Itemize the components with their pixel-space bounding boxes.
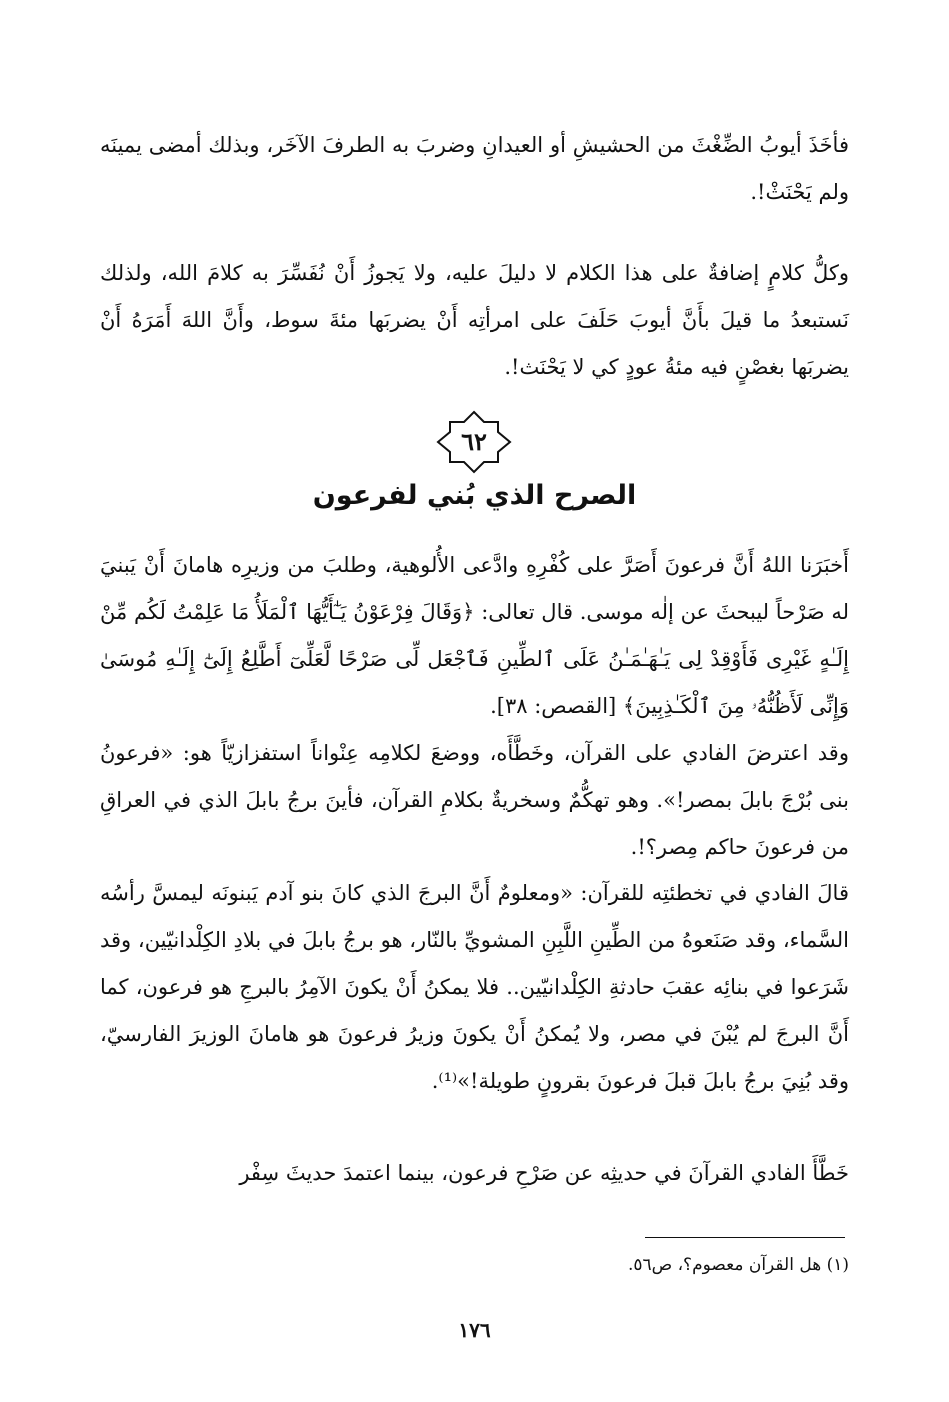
paragraph-5: قالَ الفادي في تخطئتِه للقرآن: «ومعلومٌ أَنَّ البرجَ الذي كانَ بنو آدم يَبنونَه ليمسَّ رأسُه السَّماء، وقد صَنَعوهُ من الطِّينِ اللَّبِنِ المشويِّ بالنّار، هو برجُ بابلَ في بلادِ الكِلْدانيّين، وقد شَرَعوا في بنائِه عقبَ حادثةِ الكِلْدانيّين.. فلا يمكنُ أَنْ يكونَ الآمِرُ بالبرجِ هو فرعون، كما أَنَّ البرجَ لم يُبْنَ في مصر، ولا يُمكنُ أَنْ يكونَ وزيرُ فرعونَ هو هامانَ الوزيرَ الفارسيّ، وقد بُنِيَ برجُ بابلَ قبلَ فرعونَ بقرونٍ طويلة!»⁽¹⁾. — [100, 881, 849, 1093]
section-number: ٦٢ — [461, 427, 487, 456]
section-title: الصرح الذي بُني لفرعون — [312, 480, 637, 511]
paragraph-3: أَخبَرَنا اللهُ أَنَّ فرعونَ أَصَرَّ على كُفْرِهِ وادَّعى الأُلوهية، وطلبَ من وزيرِه هامانَ أَنْ يَبنيَ له صَرْحاً ليبحثَ عن إلٰه موسى. قال تعالى: ﴿وَقَالَ فِرْعَوْنُ يَـٰٓأَيُّهَا ٱلْمَلَأُ مَا عَلِمْتُ لَكُم مِّنْ إِلَـٰهٍ غَيْرِى فَأَوْقِدْ لِى يَـٰهَـٰمَـٰنُ عَلَى ٱلطِّينِ فَٱجْعَل لِّى صَرْحًا لَّعَلِّىٓ أَطَّلِعُ إِلَىٰٓ إِلَـٰهِ مُوسَىٰ وَإِنِّى لَأَظُنُّهُۥ مِنَ ٱلْكَـٰذِبِينَ﴾ [القصص: ٣٨]. — [100, 553, 849, 718]
footnote: (١) هل القرآن معصوم؟، ص٥٦. — [627, 1255, 849, 1275]
page-number: ١٧٦ — [458, 1318, 491, 1342]
paragraph-2: وكلُّ كلامٍ إضافةٌ على هذا الكلام لا دليلَ عليه، ولا يَجوزُ أَنْ نُفَسِّرَ به كلامَ الله، ولذلك نَستبعدُ ما قيلَ بأَنَّ أيوبَ حَلَفَ على امرأتِه أَنْ يضربَها مئةَ سوط، وأَنَّ اللهَ أَمَرَهُ أَنْ يضربَها بغصْنٍ فيه مئةُ عودٍ كي لا يَحْنَث!. — [100, 261, 849, 379]
footnote-divider — [645, 1237, 845, 1238]
paragraph-6: خَطَّأَ الفادي القرآنَ في حديثِه عن صَرْحِ فرعون، بينما اعتمدَ حديثَ سِفْر — [239, 1161, 849, 1185]
section-number-badge — [434, 410, 514, 474]
paragraph-1: فأخَذَ أيوبُ الضِّغْثَ من الحشيشِ أو العيدانِ وضربَ به الطرفَ الآخَر، وبذلك أمضى يمينَه ولم يَحْنَثْ!. — [100, 133, 849, 204]
paragraph-4: وقد اعترضَ الفادي على القرآن، وخَطَّأَه، ووضعَ لكلامِه عِنْواناً استفزازيّاً هو: «فرعونُ بنى بُرْجَ بابلَ بمصر!». وهو تهكُّمٌ وسخريةٌ بكلامِ القرآن، فأينَ برجُ بابلَ الذي في العراقِ من فرعونَ حاكم مِصر؟!. — [100, 741, 849, 859]
